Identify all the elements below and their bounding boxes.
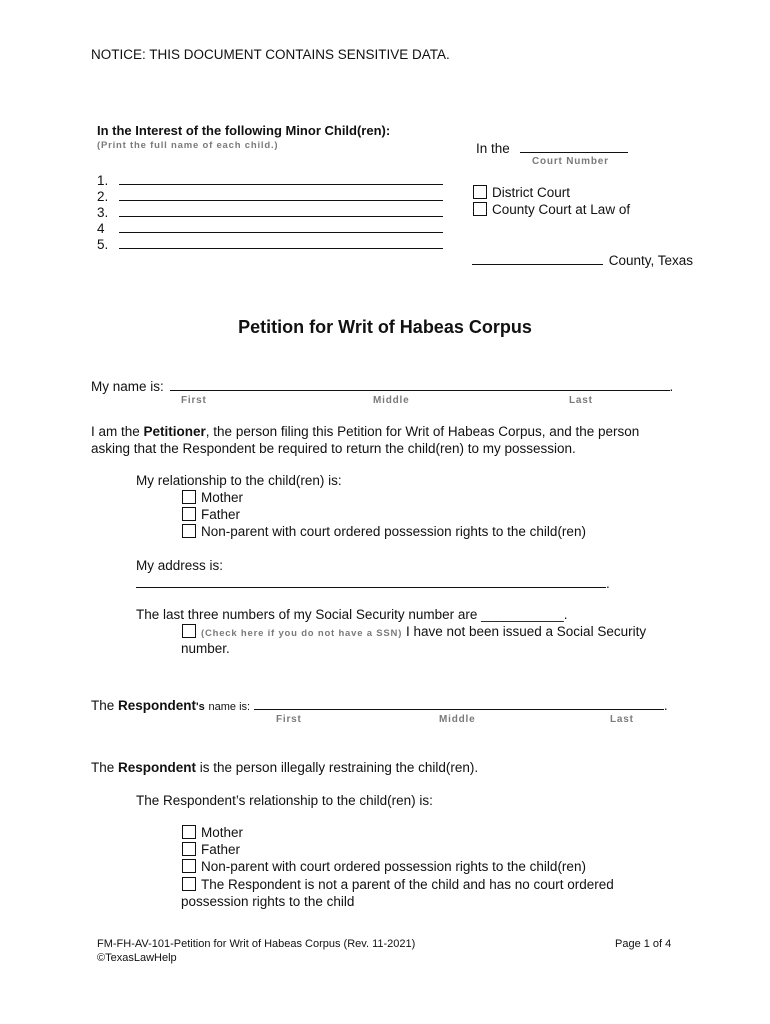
address-field[interactable] bbox=[136, 575, 606, 588]
period: . bbox=[663, 698, 668, 713]
footer-copyright: ©TexasLawHelp bbox=[97, 952, 177, 964]
county-row bbox=[472, 252, 693, 268]
period: . bbox=[669, 379, 674, 394]
relationship-label: My relationship to the child(ren) is: bbox=[136, 473, 342, 488]
respondent-relationship-label: The Respondent’s relationship to the child(ren) is: bbox=[136, 793, 433, 808]
relationship-option-father bbox=[182, 507, 240, 522]
child-number: 4 bbox=[97, 221, 105, 236]
resp-option-mother bbox=[182, 825, 243, 840]
resp-option-not-parent-line-2: possession rights to the child bbox=[181, 894, 355, 909]
court-number-label: Court Number bbox=[532, 156, 609, 167]
address-row bbox=[136, 575, 610, 591]
respondent-term: Respondent bbox=[118, 698, 197, 713]
respondent-name-field[interactable] bbox=[254, 697, 664, 710]
petitioner-line-2: asking that the Respondent be required to return the child(ren) to my possession. bbox=[91, 441, 576, 456]
middle-label: Middle bbox=[373, 395, 410, 406]
district-court-option bbox=[473, 185, 570, 200]
child-number: 3. bbox=[97, 205, 109, 220]
child-name-field-2[interactable] bbox=[119, 188, 443, 201]
county-court-label: County Court at Law of bbox=[492, 202, 631, 217]
child-number: 1. bbox=[97, 173, 109, 188]
resp-mother-checkbox[interactable] bbox=[182, 825, 196, 839]
text: is the person illegally restraining the child(ren). bbox=[196, 760, 479, 775]
last-label: Last bbox=[610, 714, 634, 725]
district-court-label: District Court bbox=[492, 185, 571, 200]
child-name-field-1[interactable] bbox=[119, 172, 443, 185]
no-ssn-text-2: number. bbox=[181, 641, 230, 656]
possessive: 's bbox=[196, 701, 205, 713]
text: The bbox=[91, 760, 119, 775]
option-label: Mother bbox=[201, 490, 244, 505]
court-header bbox=[476, 140, 628, 156]
respondent-name-row bbox=[91, 697, 668, 713]
respondent-definition bbox=[91, 760, 478, 775]
page-title: Petition for Writ of Habeas Corpus bbox=[238, 317, 532, 337]
child-row bbox=[97, 204, 443, 220]
father-checkbox[interactable] bbox=[182, 507, 196, 521]
text: , the person filing this Petition for Writ of Habeas Corpus, and the person bbox=[205, 424, 640, 439]
ssn-label: The last three numbers of my Social Security number are ___________. bbox=[136, 607, 568, 622]
court-number-field[interactable] bbox=[520, 140, 628, 153]
text: name is: bbox=[208, 701, 251, 713]
address-label: My address is: bbox=[136, 558, 224, 573]
child-number: 5. bbox=[97, 237, 109, 252]
child-name-field-4[interactable] bbox=[119, 220, 443, 233]
county-field[interactable] bbox=[472, 252, 603, 265]
child-row bbox=[97, 188, 443, 204]
option-label: Father bbox=[201, 842, 241, 857]
county-texas-label: County, Texas bbox=[608, 253, 694, 268]
middle-label: Middle bbox=[439, 714, 476, 725]
resp-option-nonparent bbox=[182, 859, 586, 874]
nonparent-checkbox[interactable] bbox=[182, 524, 196, 538]
child-name-field-5[interactable] bbox=[119, 236, 443, 249]
petitioner-term: Petitioner bbox=[143, 424, 206, 439]
child-row bbox=[97, 220, 443, 236]
county-court-checkbox[interactable] bbox=[473, 202, 487, 216]
print-hint: (Print the full name of each child.) bbox=[97, 140, 279, 151]
resp-not-parent-checkbox[interactable] bbox=[182, 877, 196, 891]
county-court-option bbox=[473, 202, 630, 217]
footer-form-id: FM-FH-AV-101-Petition for Writ of Habeas Corpus (Rev. 11-2021) bbox=[97, 938, 416, 950]
no-ssn-checkbox[interactable] bbox=[182, 624, 196, 638]
resp-nonparent-checkbox[interactable] bbox=[182, 859, 196, 873]
option-label: Non-parent with court ordered possession rights to the child(ren) bbox=[201, 524, 586, 539]
my-name-label: My name is: bbox=[91, 379, 164, 394]
sensitive-data-notice: NOTICE: THIS DOCUMENT CONTAINS SENSITIVE DATA. bbox=[91, 47, 450, 62]
resp-option-father bbox=[182, 842, 240, 857]
first-label: First bbox=[276, 714, 302, 725]
text: I am the bbox=[91, 424, 144, 439]
in-the-label: In the bbox=[476, 141, 510, 156]
option-label: Non-parent with court ordered possession rights to the child(ren) bbox=[201, 859, 586, 874]
text: The bbox=[91, 698, 119, 713]
resp-father-checkbox[interactable] bbox=[182, 842, 196, 856]
my-name-row bbox=[91, 378, 673, 394]
footer-page-number: Page 1 of 4 bbox=[615, 938, 672, 950]
relationship-option-mother bbox=[182, 490, 243, 505]
respondent-term: Respondent bbox=[118, 760, 197, 775]
last-label: Last bbox=[569, 395, 593, 406]
child-name-field-3[interactable] bbox=[119, 204, 443, 217]
option-label: Mother bbox=[201, 825, 244, 840]
option-label: Father bbox=[201, 507, 241, 522]
interest-label: In the Interest of the following Minor Child(ren): bbox=[97, 123, 391, 138]
child-row bbox=[97, 172, 443, 188]
mother-checkbox[interactable] bbox=[182, 490, 196, 504]
relationship-option-nonparent bbox=[182, 524, 586, 539]
petitioner-line-1 bbox=[91, 424, 639, 439]
child-row bbox=[97, 236, 443, 252]
resp-option-not-parent bbox=[182, 877, 614, 892]
first-label: First bbox=[181, 395, 207, 406]
period: . bbox=[606, 576, 610, 591]
no-ssn-row bbox=[182, 624, 646, 639]
district-court-checkbox[interactable] bbox=[473, 185, 487, 199]
option-label: The Respondent is not a parent of the child and has no court ordered bbox=[201, 877, 614, 892]
my-name-field[interactable] bbox=[170, 378, 670, 391]
child-number: 2. bbox=[97, 189, 109, 204]
no-ssn-text: I have not been issued a Social Security bbox=[405, 624, 647, 639]
no-ssn-hint: (Check here if you do not have a SSN) bbox=[201, 628, 403, 639]
